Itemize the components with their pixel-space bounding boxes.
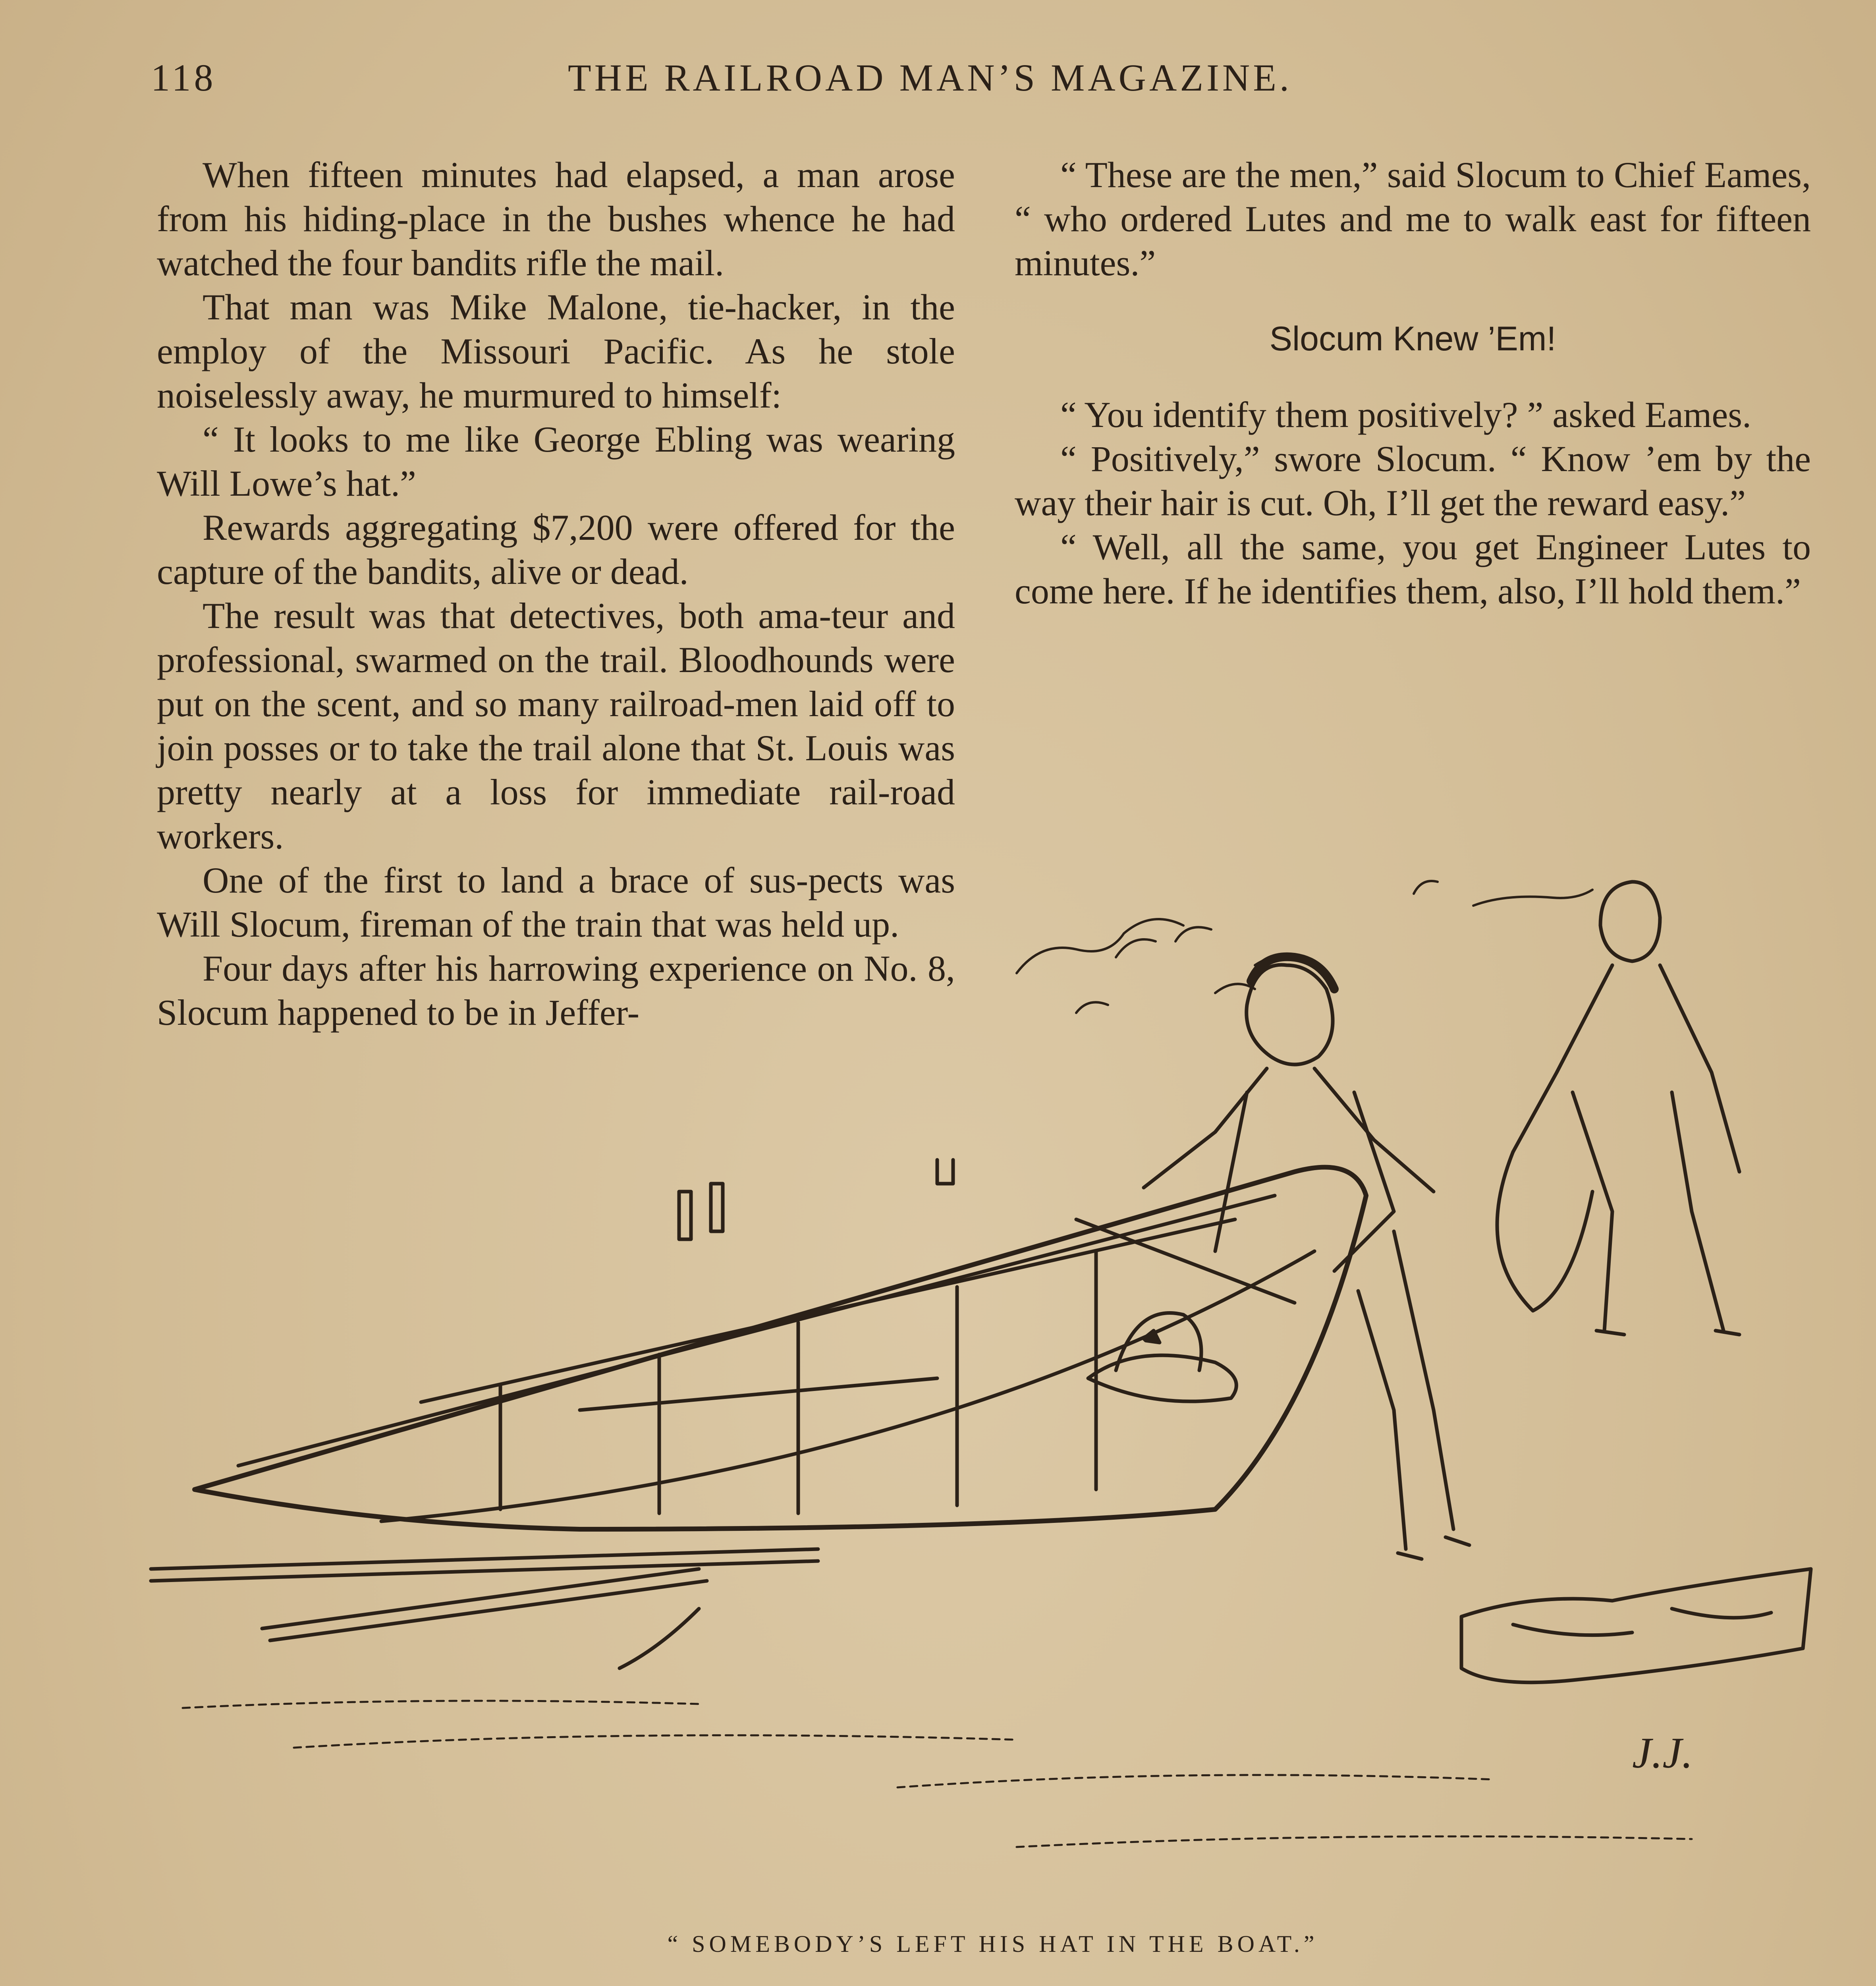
illustration-caption: “ SOMEBODY’S LEFT HIS HAT IN THE BOAT.” <box>667 1931 1318 1957</box>
paragraph: When fifteen minutes had elapsed, a man arose from his hiding-place in the bushes whence he had watched the four bandits rifle the mail. <box>157 155 955 283</box>
paragraph: Rewards aggregating $7,200 were offered for the capture of the bandits, alive or dead. <box>157 507 955 592</box>
paragraph: “ You identify them positively? ” asked Eames. <box>1060 394 1752 435</box>
page-header <box>151 48 1799 111</box>
paragraph: The result was that detectives, both ama-teur and professional, swarmed on the trail. Bloodhounds were put on the scent, and so many railroad-men laid off to join posses or to take the trail alone that St. Louis was pretty nearly at a loss for immediate rail-road workers. <box>157 595 955 856</box>
paragraph: “ It looks to me like George Ebling was wearing Will Lowe’s hat.” <box>157 419 955 504</box>
paragraph: “ Positively,” swore Slocum. “ Know ’em by the way their hair is cut. Oh, I’ll get the reward easy.” <box>1015 439 1811 523</box>
paragraph: “ These are the men,” said Slocum to Chief Eames, “ who ordered Lutes and me to walk east for fifteen minutes.” <box>1015 155 1811 283</box>
boy-leaning <box>1144 957 1469 1559</box>
artist-signature: J.J. <box>1632 1729 1693 1777</box>
page-number: 118 <box>151 56 216 99</box>
water-ripples <box>183 1701 1692 1847</box>
column-top-right <box>1015 153 1811 613</box>
section-subhead: Slocum Knew ’Em! <box>1269 320 1556 358</box>
hat-in-boat <box>1088 1313 1236 1402</box>
clothes-pile <box>1461 1569 1811 1683</box>
oars <box>151 1549 818 1668</box>
paragraph: Four days after his harrowing experience on No. 8, Slocum happened to be in Jeffer- <box>157 948 955 1033</box>
paragraph: That man was Mike Malone, tie-hacker, in the employ of the Missouri Pacific. As he stole noiselessly away, he murmured to himself: <box>157 287 955 415</box>
paragraph: “ Well, all the same, you get Engineer Lutes to come here. If he identifies them, also, I’ll hold them.” <box>1015 527 1811 611</box>
rowboat <box>195 1160 1366 1529</box>
foliage-sketch <box>1017 881 1592 1013</box>
paragraph: One of the first to land a brace of sus-pects was Will Slocum, fireman of the train that was held up. <box>157 860 955 945</box>
boat-illustration <box>143 814 1851 1926</box>
boy-walking <box>1497 882 1739 1335</box>
magazine-title: THE RAILROAD MAN’S MAGAZINE. <box>568 56 1292 99</box>
